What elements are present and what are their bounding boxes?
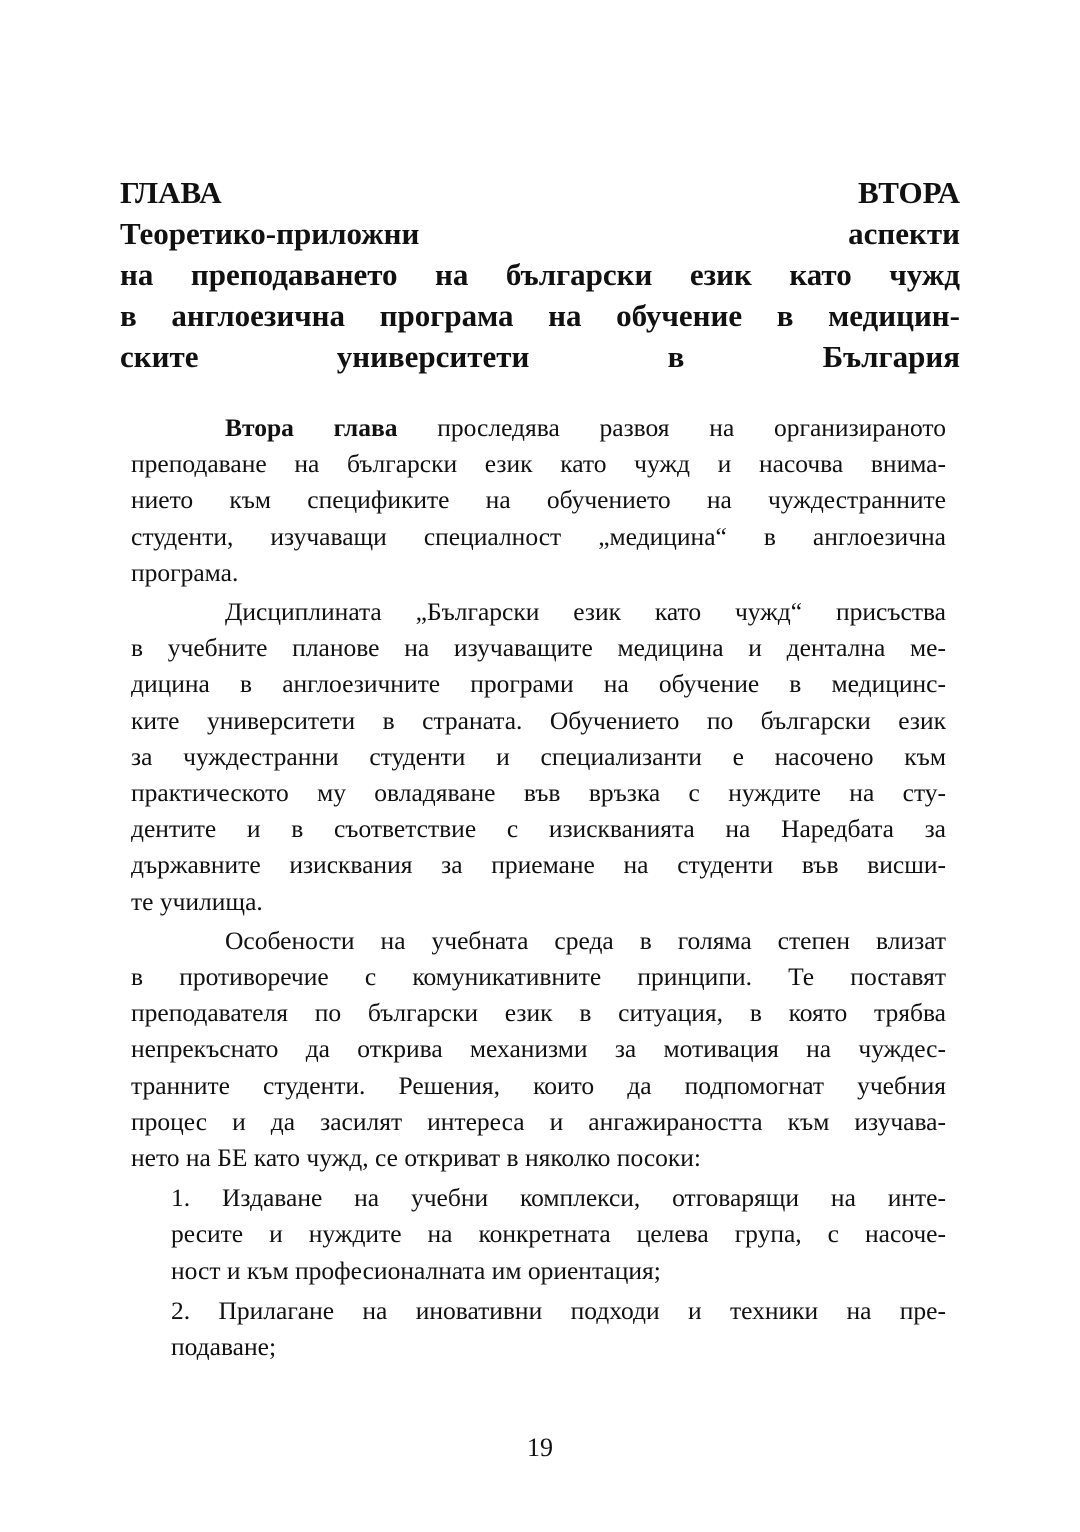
paragraph-line: Дисциплината „Български език като чужд“ присъства [225, 597, 946, 627]
chapter-subtitle-line-1: Теоретико-приложни аспекти [120, 216, 960, 251]
list-item-2 [131, 1293, 946, 1365]
paragraph-1 [131, 410, 946, 591]
chapter-subtitle-line-4: ските университети в България [120, 339, 960, 374]
paragraph-line: преподавателя по български език в ситуация, в която трябва [131, 998, 946, 1028]
paragraph-2 [131, 594, 946, 920]
list-item-line: подаване; [171, 1332, 277, 1362]
paragraph-line: преподаване на български език като чужд и насочва внима- [131, 449, 946, 479]
paragraph-line: непрекъснато да открива механизми за мотивация на чуждес- [131, 1034, 946, 1064]
paragraph-line: държавните изисквания за приемане на студенти във висши- [131, 850, 946, 880]
body-text [131, 410, 946, 1365]
paragraph-line: дицина в англоезичните програми на обучение в медицинс- [131, 669, 946, 699]
paragraph-line: нето на БЕ като чужд, се откриват в няколко посоки: [131, 1143, 702, 1173]
chapter-title: ГЛАВА ВТОРА [120, 175, 960, 210]
list-item-line: 2. Прилагане на иновативни подходи и техники на пре- [171, 1295, 946, 1325]
paragraph-line: за чуждестранни студенти и специализанти е насочено към [131, 741, 946, 771]
chapter-heading [120, 172, 960, 377]
paragraph-line: те училища. [131, 886, 263, 916]
chapter-subtitle-line-2: на преподаването на български език като чужд [120, 257, 960, 292]
paragraph-lead-bold: Втора глава [225, 413, 398, 442]
paragraph-line: практическото му овладяване във връзка с нуждите на сту- [131, 778, 946, 808]
paragraph-line: транните студенти. Решения, които да подпомогнат учебния [131, 1070, 946, 1100]
paragraph-line: програма. [131, 557, 239, 587]
paragraph-line: в противоречие с комуникативните принципи. Те поставят [131, 962, 946, 992]
list-item-line: ресите и нуждите на конкретната целева група, с насоче- [171, 1219, 946, 1249]
list-item-1 [131, 1180, 946, 1289]
list-item-line: ност и към професионалната им ориентация; [171, 1255, 661, 1285]
page-number: 19 [527, 1433, 553, 1462]
paragraph-text: проследява развоя на организираното [397, 413, 946, 442]
paragraph-line: нието към спецификите на обучението на чуждестранните [131, 485, 946, 515]
paragraph-line: дентите и в съответствие с изискванията на Наредбата за [131, 814, 946, 844]
list-item-line: 1. Издаване на учебни комплекси, отговарящи на инте- [171, 1183, 946, 1213]
paragraph-line: в учебните планове на изучаващите медицина и дентална ме- [131, 633, 946, 663]
paragraph-line: процес и да засилят интереса и ангажираността към изучава- [131, 1106, 946, 1136]
paragraph-line: студенти, изучаващи специалност „медицина“ в англоезична [131, 521, 946, 551]
paragraph-3 [131, 923, 946, 1176]
paragraph-line [131, 410, 946, 446]
paragraph-line: ките университети в страната. Обучението по български език [131, 705, 946, 735]
chapter-subtitle-line-3: в англоезична програма на обучение в медицин- [120, 298, 960, 333]
paragraph-line: Особености на учебната среда в голяма степен влизат [225, 925, 946, 955]
